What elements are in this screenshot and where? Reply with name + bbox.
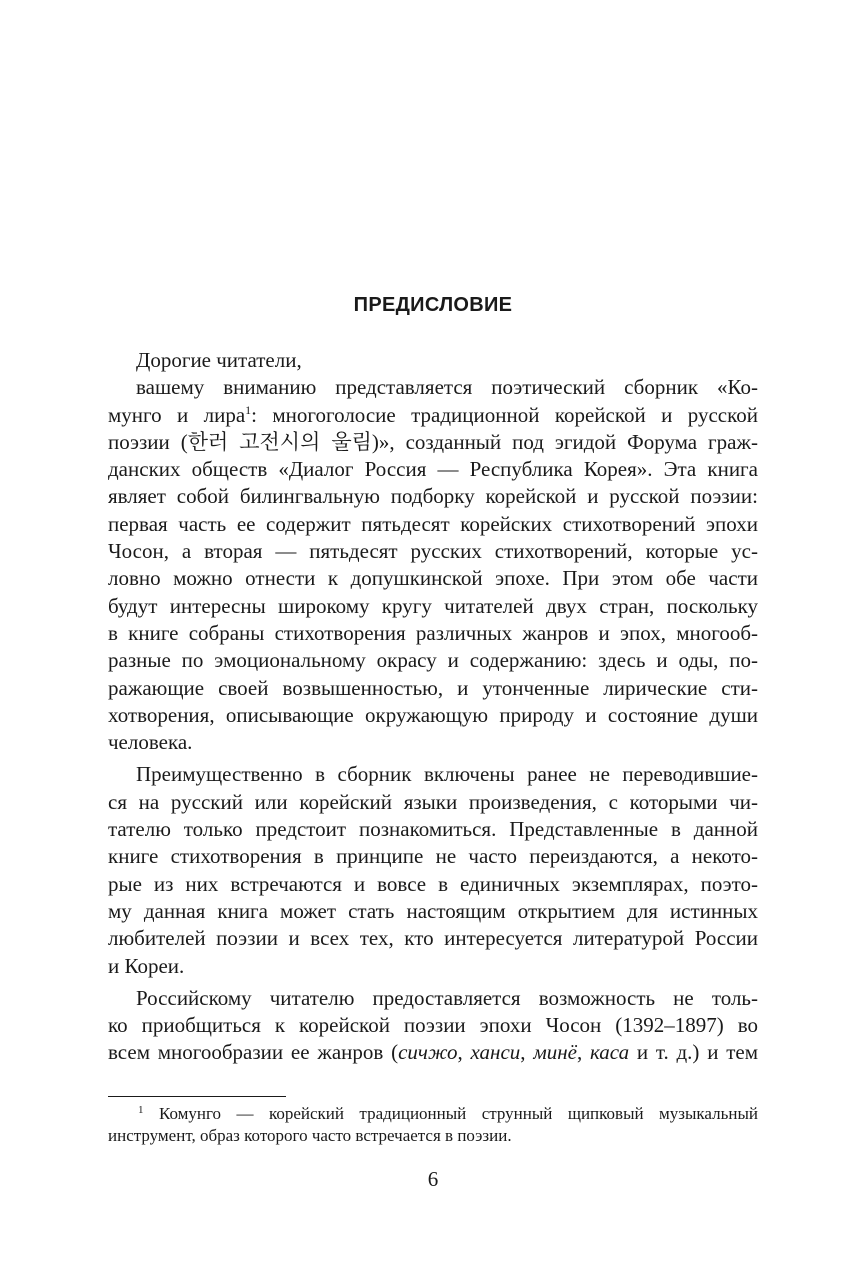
paragraph-1-line: хотворения, описывающие окружающую природу и состояние души	[108, 702, 758, 727]
text-fragment: ,	[520, 1040, 534, 1065]
footnote-divider	[108, 1096, 286, 1097]
paragraph-2-line: Преимущественно в сборник включены ранее не переводившие-	[136, 762, 758, 787]
greeting-line: Дорогие читатели,	[136, 348, 302, 372]
paragraph-1-line	[108, 402, 758, 429]
paragraph-3-line: ко приобщиться к корейской поэзии эпохи Чосон (1392–1897) во	[108, 1013, 758, 1038]
genre-term: минё	[533, 1040, 577, 1065]
paragraph-1-line: ражающие своей возвышенностью, и утонченные лирические сти-	[108, 675, 758, 700]
paragraph-3-line	[108, 1039, 758, 1066]
footnote-line	[108, 1103, 758, 1125]
paragraph-1-line: Чосон, а вторая — пятьдесят русских стихотворений, которые ус-	[108, 539, 758, 564]
text-fragment: всем многообразии ее жанров (	[108, 1040, 399, 1065]
text-fragment: Комунго — корейский традиционный струнный щипковый музыкальный	[143, 1104, 758, 1123]
footnote	[108, 1103, 758, 1147]
text-fragment: ,	[457, 1040, 471, 1065]
paragraph-2-line: любителей поэзии и всех тех, кто интересуется литературой России	[108, 926, 758, 951]
text-fragment: : многоголосие традиционной корейской и русской	[251, 402, 758, 427]
footnote-marker: 1	[138, 1104, 144, 1116]
main-text	[108, 347, 758, 1067]
page-number: 6	[427, 1167, 439, 1191]
footnote-reference: 1	[245, 402, 252, 417]
page-title: ПРЕДИСЛОВИЕ	[353, 294, 513, 316]
paragraph-1-line: разные по эмоциональному окрасу и содержанию: здесь и оды, по-	[108, 648, 758, 673]
paragraph-1-line: вашему вниманию представляется поэтический сборник «Ко-	[136, 375, 758, 400]
paragraph-2-line: и Кореи.	[108, 953, 185, 978]
genre-term: каса	[590, 1040, 630, 1065]
paragraph-1-line: будут интересны широкому кругу читателей двух стран, поскольку	[108, 593, 758, 618]
paragraph-2-line: му данная книга может стать настоящим открытием для истинных	[108, 898, 758, 923]
paragraph-2-line: ся на русский или корейский языки произведения, с которыми чи-	[108, 789, 758, 814]
paragraph-1-line: являет собой билингвальную подборку корейской и русской поэзии:	[108, 484, 758, 509]
paragraph-1-line: в книге собраны стихотворения различных жанров и эпох, многооб-	[108, 620, 758, 645]
paragraph-1-line: ловно можно отнести к допушкинской эпохе. При этом обе части	[108, 566, 758, 591]
text-fragment: мунго и лира	[108, 402, 246, 427]
genre-term: ханси	[470, 1040, 521, 1065]
paragraph-1-line: данских обществ «Диалог Россия — Республика Корея». Эта книга	[108, 457, 758, 482]
text-fragment: и т. д.) и тем	[629, 1040, 759, 1065]
paragraph-1-line: поэзии (한러 고전시의 울림)», созданный под эгидой Форума граж-	[108, 429, 758, 454]
paragraph-2-line: тателю только предстоит познакомиться. Представленные в данной	[108, 817, 758, 842]
footnote-line: инструмент, образ которого часто встречается в поэзии.	[108, 1126, 512, 1145]
paragraph-3-line: Российскому читателю предоставляется возможность не толь-	[136, 985, 758, 1010]
genre-term: сичжо	[398, 1040, 458, 1065]
text-fragment: ,	[576, 1040, 590, 1065]
paragraph-2-line: рые из них встречаются и вовсе в единичных экземплярах, поэто-	[108, 871, 758, 896]
paragraph-2-line: книге стихотворения в принципе не часто переиздаются, а некото-	[108, 844, 758, 869]
paragraph-1-line: человека.	[108, 730, 193, 755]
paragraph-1-line: первая часть ее содержит пятьдесят корейских стихотворений эпохи	[108, 511, 758, 536]
